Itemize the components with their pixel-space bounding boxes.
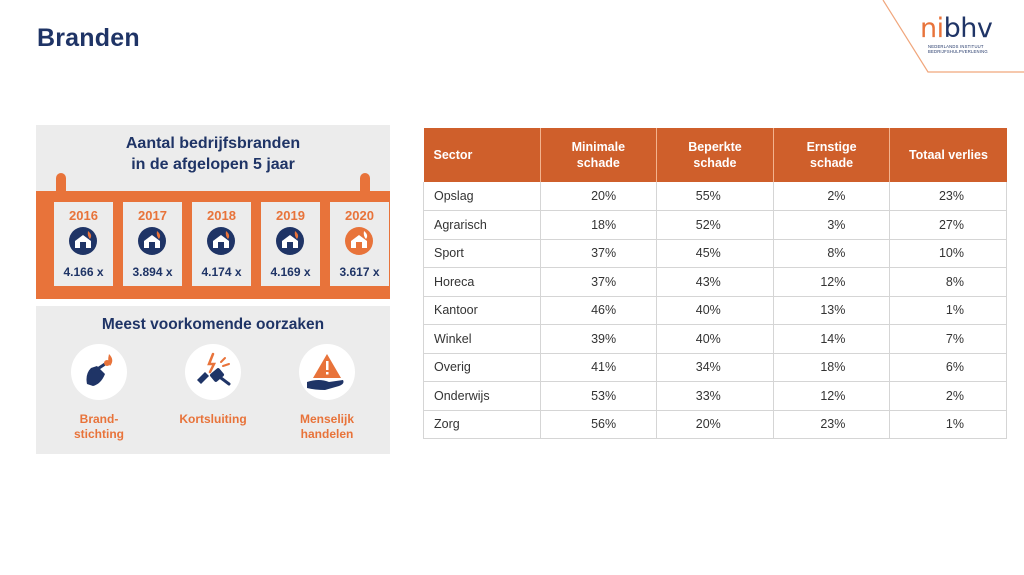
- fires-panel-heading: Aantal bedrijfsbranden in de afgelopen 5 jaar: [125, 135, 301, 173]
- corner-accent-line: [0, 0, 1024, 80]
- table-header-row: [424, 128, 1007, 182]
- sector-cell: Opslag: [424, 182, 541, 211]
- year-label: 2018: [207, 208, 236, 223]
- cause-human-action: [282, 344, 372, 442]
- burning-building-icon: [69, 227, 97, 255]
- fire-count: 3.894 x: [132, 265, 173, 279]
- percentage-cell: 14%: [773, 325, 890, 354]
- table-row: [424, 268, 1007, 297]
- percentage-cell: 20%: [657, 410, 774, 439]
- percentage-cell: 40%: [657, 325, 774, 354]
- percentage-cell: 43%: [657, 268, 774, 297]
- percentage-cell: 13%: [773, 296, 890, 325]
- percentage-cell: 8%: [890, 268, 1007, 297]
- percentage-cell: 8%: [773, 239, 890, 268]
- year-label: 2020: [345, 208, 374, 223]
- table-row: [424, 382, 1007, 411]
- fire-count: 4.166 x: [63, 265, 104, 279]
- table-row: [424, 410, 1007, 439]
- match-fire-icon: [71, 344, 127, 400]
- cause-short-circuit: [168, 344, 258, 427]
- percentage-cell: 1%: [890, 410, 1007, 439]
- burning-building-icon: [207, 227, 235, 255]
- table-row: [424, 325, 1007, 354]
- sector-cell: Overig: [424, 353, 541, 382]
- cause-label: Brand- stichting: [74, 412, 124, 441]
- sector-cell: Sport: [424, 239, 541, 268]
- percentage-cell: 12%: [773, 382, 890, 411]
- burning-building-icon: [276, 227, 304, 255]
- percentage-cell: 53%: [540, 382, 657, 411]
- table-row: [424, 353, 1007, 382]
- electric-plug-icon: [185, 344, 241, 400]
- year-card: [261, 202, 320, 286]
- fires-per-year-panel: [36, 125, 390, 299]
- percentage-cell: 1%: [890, 296, 1007, 325]
- percentage-cell: 33%: [657, 382, 774, 411]
- nibhv-logo: nibhv NEDERLANDS INSTITUUT BEDRIJFSHULPVERLENING: [920, 13, 993, 54]
- burning-building-icon: [138, 227, 166, 255]
- hand-warning-icon: [299, 344, 355, 400]
- percentage-cell: 3%: [773, 211, 890, 240]
- sector-cell: Kantoor: [424, 296, 541, 325]
- causes-panel: [36, 306, 390, 454]
- percentage-cell: 23%: [773, 410, 890, 439]
- cause-label: Menselijk handelen: [299, 412, 355, 441]
- year-card: [54, 202, 113, 286]
- fire-count: 4.174 x: [201, 265, 242, 279]
- cause-arson: [54, 344, 144, 442]
- sector-cell: Onderwijs: [424, 382, 541, 411]
- percentage-cell: 2%: [773, 182, 890, 211]
- header-limited-damage: Beperkte schade: [657, 128, 774, 182]
- header-total-loss: Totaal verlies: [890, 128, 1007, 182]
- percentage-cell: 18%: [540, 211, 657, 240]
- header-severe-damage: Ernstige schade: [773, 128, 890, 182]
- percentage-cell: 37%: [540, 239, 657, 268]
- percentage-cell: 52%: [657, 211, 774, 240]
- percentage-cell: 39%: [540, 325, 657, 354]
- year-card: [330, 202, 389, 286]
- percentage-cell: 37%: [540, 268, 657, 297]
- percentage-cell: 7%: [890, 325, 1007, 354]
- percentage-cell: 56%: [540, 410, 657, 439]
- year-card: [192, 202, 251, 286]
- percentage-cell: 12%: [773, 268, 890, 297]
- sector-cell: Agrarisch: [424, 211, 541, 240]
- percentage-cell: 55%: [657, 182, 774, 211]
- year-card: [123, 202, 182, 286]
- year-label: 2019: [276, 208, 305, 223]
- burning-building-icon: [345, 227, 373, 255]
- sector-cell: Horeca: [424, 268, 541, 297]
- header-sector: Sector: [424, 128, 541, 182]
- page-title: Branden: [37, 24, 140, 52]
- percentage-cell: 46%: [540, 296, 657, 325]
- percentage-cell: 34%: [657, 353, 774, 382]
- cause-label: Kortsluiting: [179, 412, 247, 426]
- table-row: [424, 296, 1007, 325]
- percentage-cell: 6%: [890, 353, 1007, 382]
- header-minimal-damage: Minimale schade: [540, 128, 657, 182]
- percentage-cell: 41%: [540, 353, 657, 382]
- fire-count: 4.169 x: [270, 265, 311, 279]
- fire-count: 3.617 x: [339, 265, 380, 279]
- causes-panel-heading: Meest voorkomende oorzaken: [101, 316, 325, 333]
- percentage-cell: 2%: [890, 382, 1007, 411]
- year-label: 2017: [138, 208, 167, 223]
- damage-table: [423, 128, 1007, 439]
- table-row: [424, 239, 1007, 268]
- sector-cell: Winkel: [424, 325, 541, 354]
- percentage-cell: 45%: [657, 239, 774, 268]
- percentage-cell: 27%: [890, 211, 1007, 240]
- percentage-cell: 40%: [657, 296, 774, 325]
- year-label: 2016: [69, 208, 98, 223]
- percentage-cell: 20%: [540, 182, 657, 211]
- percentage-cell: 18%: [773, 353, 890, 382]
- sector-cell: Zorg: [424, 410, 541, 439]
- percentage-cell: 23%: [890, 182, 1007, 211]
- table-row: [424, 211, 1007, 240]
- table-row: [424, 182, 1007, 211]
- percentage-cell: 10%: [890, 239, 1007, 268]
